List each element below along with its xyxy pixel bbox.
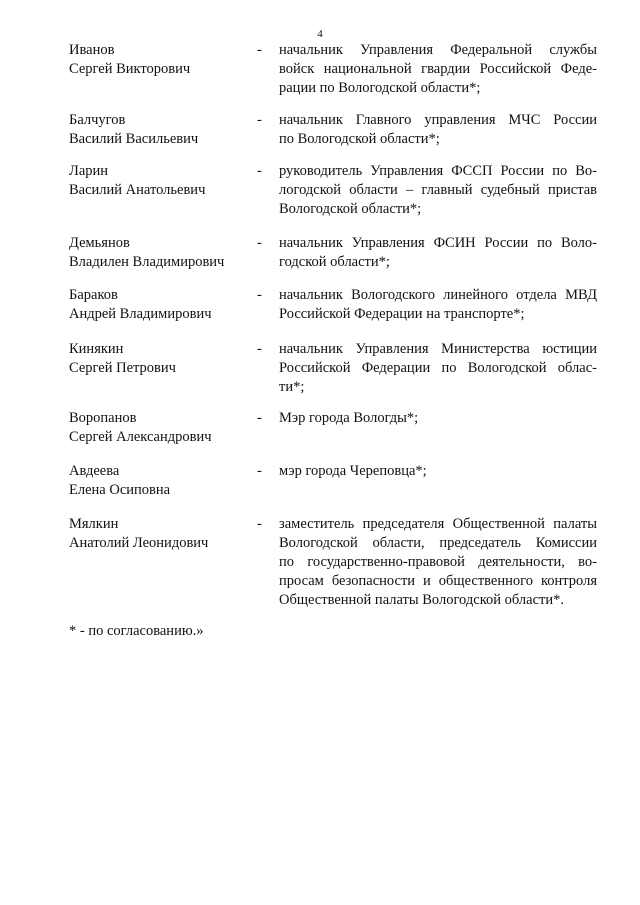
given-names: Сергей Викторович <box>69 61 191 77</box>
footnote: * - по согласованию.» <box>69 623 204 639</box>
given-names: Андрей Владимирович <box>69 306 212 322</box>
position-line: Мэр города Вологды*; <box>279 410 419 426</box>
position-line: начальник Управления ФСИН России по Воло- <box>279 235 597 251</box>
person-name <box>69 515 259 553</box>
dash-separator: - <box>257 287 262 303</box>
page-number: 4 <box>317 28 323 40</box>
position-title <box>279 234 597 272</box>
position-line: мэр города Череповца*; <box>279 463 427 479</box>
surname: Иванов <box>69 42 115 58</box>
dash-separator: - <box>257 341 262 357</box>
person-name <box>69 340 259 378</box>
surname: Ларин <box>69 163 109 179</box>
position-line: начальник Главного управления МЧС России <box>279 112 597 128</box>
position-title <box>279 111 597 149</box>
position-title <box>279 409 597 428</box>
position-title <box>279 340 597 397</box>
position-title <box>279 286 597 324</box>
person-name <box>69 462 259 500</box>
position-line: Вологодской области*; <box>279 201 422 217</box>
position-line: по государственно-правовой деятельности, во- <box>279 554 597 570</box>
surname: Мялкин <box>69 516 119 532</box>
position-line: начальник Вологодского линейного отдела МВД <box>279 287 597 303</box>
person-name <box>69 162 259 200</box>
position-line: рации по Вологодской области*; <box>279 80 481 96</box>
surname: Воропанов <box>69 410 137 426</box>
given-names: Владилен Владимирович <box>69 254 225 270</box>
position-line: Российской Федерации по Вологодской облас- <box>279 360 597 376</box>
position-line: логодской области – главный судебный пристав <box>279 182 597 198</box>
person-name <box>69 286 259 324</box>
surname: Балчугов <box>69 112 126 128</box>
surname: Бараков <box>69 287 118 303</box>
position-line: начальник Управления Федеральной службы <box>279 42 597 58</box>
position-line: начальник Управления Министерства юстиции <box>279 341 597 357</box>
dash-separator: - <box>257 463 262 479</box>
dash-separator: - <box>257 516 262 532</box>
given-names: Василий Анатольевич <box>69 182 206 198</box>
position-title <box>279 41 597 98</box>
surname: Авдеева <box>69 463 120 479</box>
position-line: годской области*; <box>279 254 390 270</box>
position-line: Общественной палаты Вологодской области*. <box>279 592 564 608</box>
surname: Демьянов <box>69 235 130 251</box>
position-line: заместитель председателя Общественной палаты <box>279 516 597 532</box>
position-line: по Вологодской области*; <box>279 131 440 147</box>
given-names: Сергей Петрович <box>69 360 176 376</box>
dash-separator: - <box>257 410 262 426</box>
dash-separator: - <box>257 235 262 251</box>
given-names: Василий Васильевич <box>69 131 199 147</box>
position-line: просам безопасности и общественного контроля <box>279 573 597 589</box>
position-title <box>279 162 597 219</box>
person-name <box>69 41 259 79</box>
given-names: Анатолий Леонидович <box>69 535 209 551</box>
dash-separator: - <box>257 163 262 179</box>
position-line: руководитель Управления ФССП России по Во- <box>279 163 597 179</box>
person-name <box>69 409 259 447</box>
position-line: Российской Федерации на транспорте*; <box>279 306 525 322</box>
given-names: Елена Осиповна <box>69 482 171 498</box>
position-line: Вологодской области, председатель Комиссии <box>279 535 597 551</box>
surname: Кинякин <box>69 341 124 357</box>
dash-separator: - <box>257 112 262 128</box>
position-line: ти*; <box>279 379 305 395</box>
given-names: Сергей Александрович <box>69 429 212 445</box>
position-title <box>279 462 597 481</box>
position-line: войск национальной гвардии Российской Феде- <box>279 61 597 77</box>
position-title <box>279 515 597 610</box>
person-name <box>69 234 259 272</box>
dash-separator: - <box>257 42 262 58</box>
person-name <box>69 111 259 149</box>
